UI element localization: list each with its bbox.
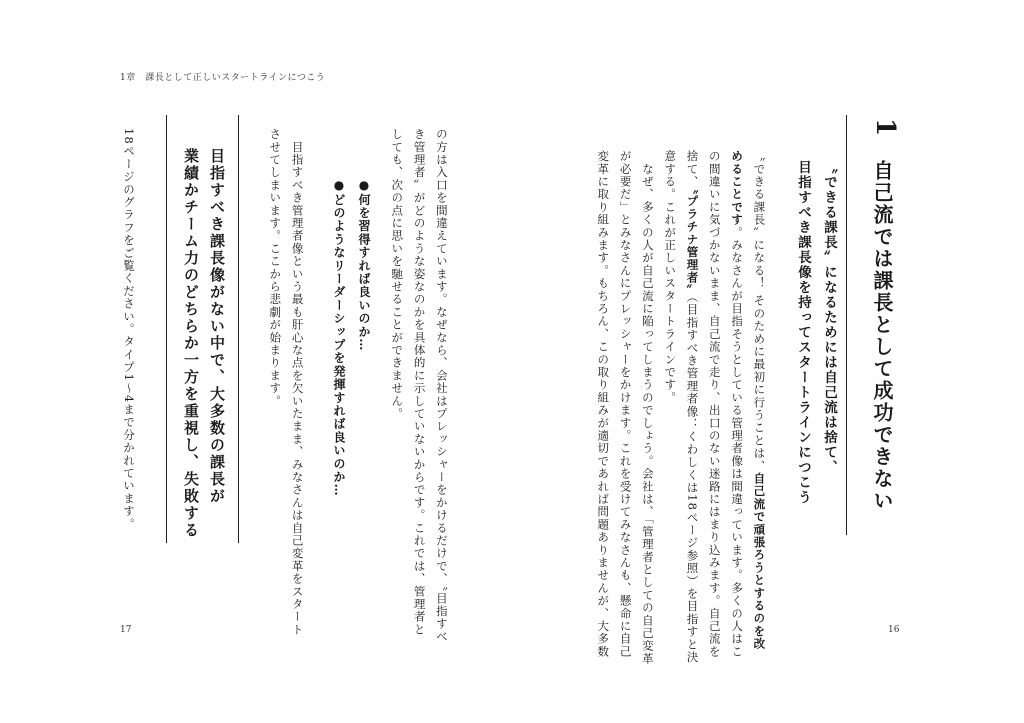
body-text-left bbox=[386, 128, 453, 643]
body-text: なぜ、多くの人が自己流に陥ってしまうのでしょう。会社は、「管理者としての自己変革 bbox=[640, 150, 655, 665]
heading-line: 目指すべき課長像がない中で、大多数の課長が bbox=[208, 148, 226, 505]
body-line bbox=[659, 150, 681, 665]
chapter-number: 1 bbox=[870, 118, 900, 137]
section-rule-top bbox=[238, 115, 239, 543]
subtitle-line: 〝できる課長〟になるためには自己流は捨て、 bbox=[821, 160, 837, 475]
body-text-last: 18ページのグラフをご覧ください。タイプ1〜4まで分かれています。 bbox=[122, 128, 136, 531]
body-line bbox=[703, 150, 725, 665]
body-line bbox=[592, 150, 614, 665]
chapter-title: 自己流では課長として成功できない bbox=[870, 160, 894, 512]
body-line: の方は入口を間違えています。なぜなら、会社はプレッシャーをかけるだけで、〝目指すべ bbox=[434, 128, 449, 643]
subtitle-line: 目指すべき課長像を持ってスタートラインにつこう bbox=[795, 160, 811, 505]
body-text: 〝できる課長〟になる！ そのために最初に行うことは、 bbox=[752, 150, 767, 473]
page-number-left: 17 bbox=[120, 625, 132, 635]
bullet-item: ●何を習得すれば良いのか… bbox=[357, 178, 371, 352]
body-text: 意する。これが正しいスタートラインです。 bbox=[663, 150, 678, 404]
page-number-right: 16 bbox=[888, 625, 900, 635]
body-line bbox=[726, 150, 748, 665]
bullet-item: ●どのようなリーダーシップを発揮すれば良いのか… bbox=[332, 178, 346, 497]
body-line bbox=[637, 150, 659, 665]
bullet-list bbox=[326, 178, 376, 497]
body-text: 。みなさんが目指そうとしている管理者像は間違っています。多くの人はこ bbox=[730, 226, 745, 659]
section-heading bbox=[178, 148, 230, 539]
body-emphasis: 〝プラチナ管理者〟 bbox=[685, 188, 700, 297]
body-line: 目指すべき管理者像という最も肝心な点を欠いたまま、みなさんは自己変革をスタート bbox=[290, 128, 305, 636]
body-line bbox=[748, 150, 770, 665]
section-rule-bottom bbox=[166, 115, 167, 543]
body-line bbox=[614, 150, 636, 665]
body-text-after-bullets bbox=[264, 128, 309, 636]
body-text: の間違いに気づかないまま、自己流で走り、出口のない迷路にはまり込みます。自己流を bbox=[707, 150, 722, 658]
body-emphasis: 自己流で頑張ろうとするのを改 bbox=[752, 472, 767, 651]
chapter-divider-rule bbox=[846, 115, 847, 535]
body-line: き管理者〟がどのような姿なのかを具体的に示していないからです。これでは、管理者と bbox=[412, 128, 427, 636]
body-text-right bbox=[592, 150, 770, 665]
body-line bbox=[681, 150, 703, 665]
body-text: （目指すべき管理者像：くわしくは18ページ参照）を目指すと決 bbox=[685, 296, 700, 664]
section-subtitle bbox=[790, 160, 842, 505]
running-head: 1章 課長として正しいスタートラインにつこう bbox=[120, 73, 326, 83]
heading-line: 業績かチーム力のどちらか一方を重視し、失敗する bbox=[182, 148, 200, 539]
body-line: させてしまいます。ここから悲劇が始まります。 bbox=[268, 128, 283, 408]
body-text: 変革に取り組みます。もちろん、この取り組みが適切であれば問題ありませんが、大多数 bbox=[596, 150, 611, 658]
body-emphasis: めることです bbox=[730, 150, 745, 227]
body-text: が必要だ」とみなさんにプレッシャーをかけます。これを受けてみなさんも、懸命に自己 bbox=[618, 150, 633, 658]
body-line: しても、次の点に思いを馳せることができません。 bbox=[390, 128, 405, 421]
body-text: 捨て、 bbox=[685, 150, 700, 189]
